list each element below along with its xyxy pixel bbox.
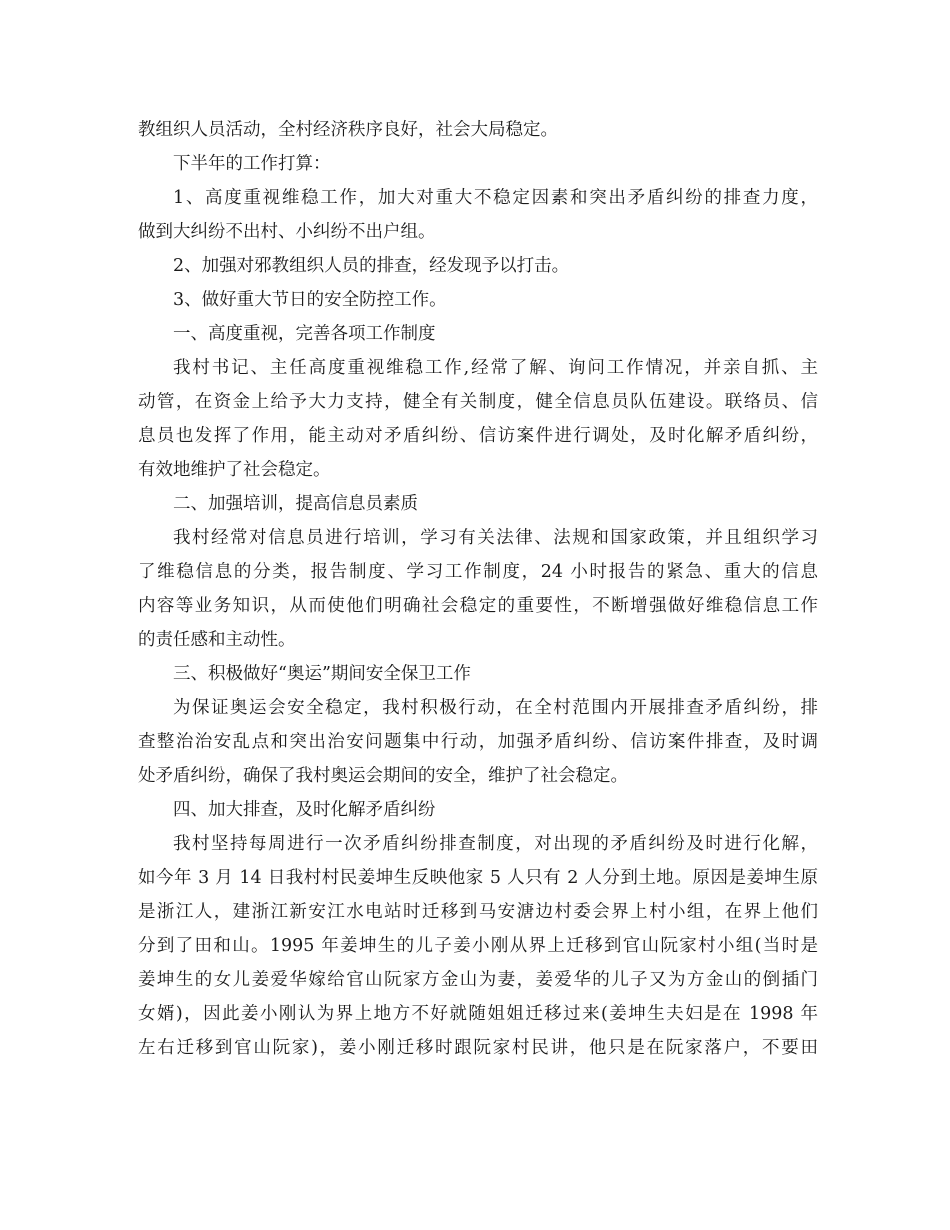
text-line: 息员也发挥了作用，能主动对矛盾纠纷、信访案件进行调处，及时化解矛盾纠纷， <box>138 426 818 446</box>
text-line: 如今年 3 月 14 日我村村民姜坤生反映他家 5 人只有 2 人分到土地。原因是姜坤生原 <box>138 868 818 888</box>
text-line: 我村经常对信息员进行培训，学习有关法律、法规和国家政策，并且组织学习 <box>173 528 818 548</box>
text-line: 我村坚持每周进行一次矛盾纠纷排查制度，对出现的矛盾纠纷及时进行化解， <box>173 834 818 854</box>
text-line: 分到了田和山。1995 年姜坤生的儿子姜小刚从界上迁移到官山阮家村小组(当时是 <box>138 936 818 956</box>
text-line: 1、高度重视维稳工作，加大对重大不稳定因素和突出矛盾纠纷的排查力度， <box>173 188 818 208</box>
document-body <box>138 113 818 1065</box>
text-line: 处矛盾纠纷，确保了我村奥运会期间的安全，维护了社会稳定。 <box>138 766 628 786</box>
text-line: 是浙江人，建浙江新安江水电站时迁移到马安溏边村委会界上村小组，在界上他们 <box>138 902 818 922</box>
text-line: 三、积极做好“奥运”期间安全保卫工作 <box>173 664 471 684</box>
text-line: 为保证奥运会安全稳定，我村积极行动，在全村范围内开展排查矛盾纠纷，排 <box>173 698 818 718</box>
text-line: 的责任感和主动性。 <box>138 630 296 650</box>
text-line: 2、加强对邪教组织人员的排查，经发现予以打击。 <box>173 256 570 276</box>
text-line: 了维稳信息的分类，报告制度、学习工作制度，24 小时报告的紧急、重大的信息 <box>138 562 818 582</box>
text-line: 做到大纠纷不出村、小纠纷不出户组。 <box>138 222 436 242</box>
text-line: 教组织人员活动，全村经济秩序良好，社会大局稳定。 <box>138 120 558 140</box>
text-line: 二、加强培训，提高信息员素质 <box>173 494 418 514</box>
text-line: 查整治治安乱点和突出治安问题集中行动，加强矛盾纠纷、信访案件排查，及时调 <box>138 732 818 752</box>
text-line: 四、加大排查，及时化解矛盾纠纷 <box>173 800 436 820</box>
text-line: 下半年的工作打算： <box>173 154 331 174</box>
text-line: 内容等业务知识，从而使他们明确社会稳定的重要性，不断增强做好维稳信息工作 <box>138 596 818 616</box>
text-line: 有效地维护了社会稳定。 <box>138 460 331 480</box>
text-line: 女婿)，因此姜小刚认为界上地方不好就随姐姐迁移过来(姜坤生夫妇是在 1998 年 <box>138 1004 818 1024</box>
text-line: 我村书记、主任高度重视维稳工作,经常了解、询问工作情况，并亲自抓、主 <box>173 358 818 378</box>
text-line: 3、做好重大节日的安全防控工作。 <box>173 290 447 310</box>
text-line: 左右迁移到官山阮家)，姜小刚迁移时跟阮家村民讲，他只是在阮家落户，不要田 <box>138 1038 818 1058</box>
text-line: 动管，在资金上给予大力支持，健全有关制度，健全信息员队伍建设。联络员、信 <box>138 392 818 412</box>
text-line: 姜坤生的女儿姜爱华嫁给官山阮家方金山为妻，姜爱华的儿子又为方金山的倒插门 <box>138 970 818 990</box>
text-line: 一、高度重视，完善各项工作制度 <box>173 324 436 344</box>
